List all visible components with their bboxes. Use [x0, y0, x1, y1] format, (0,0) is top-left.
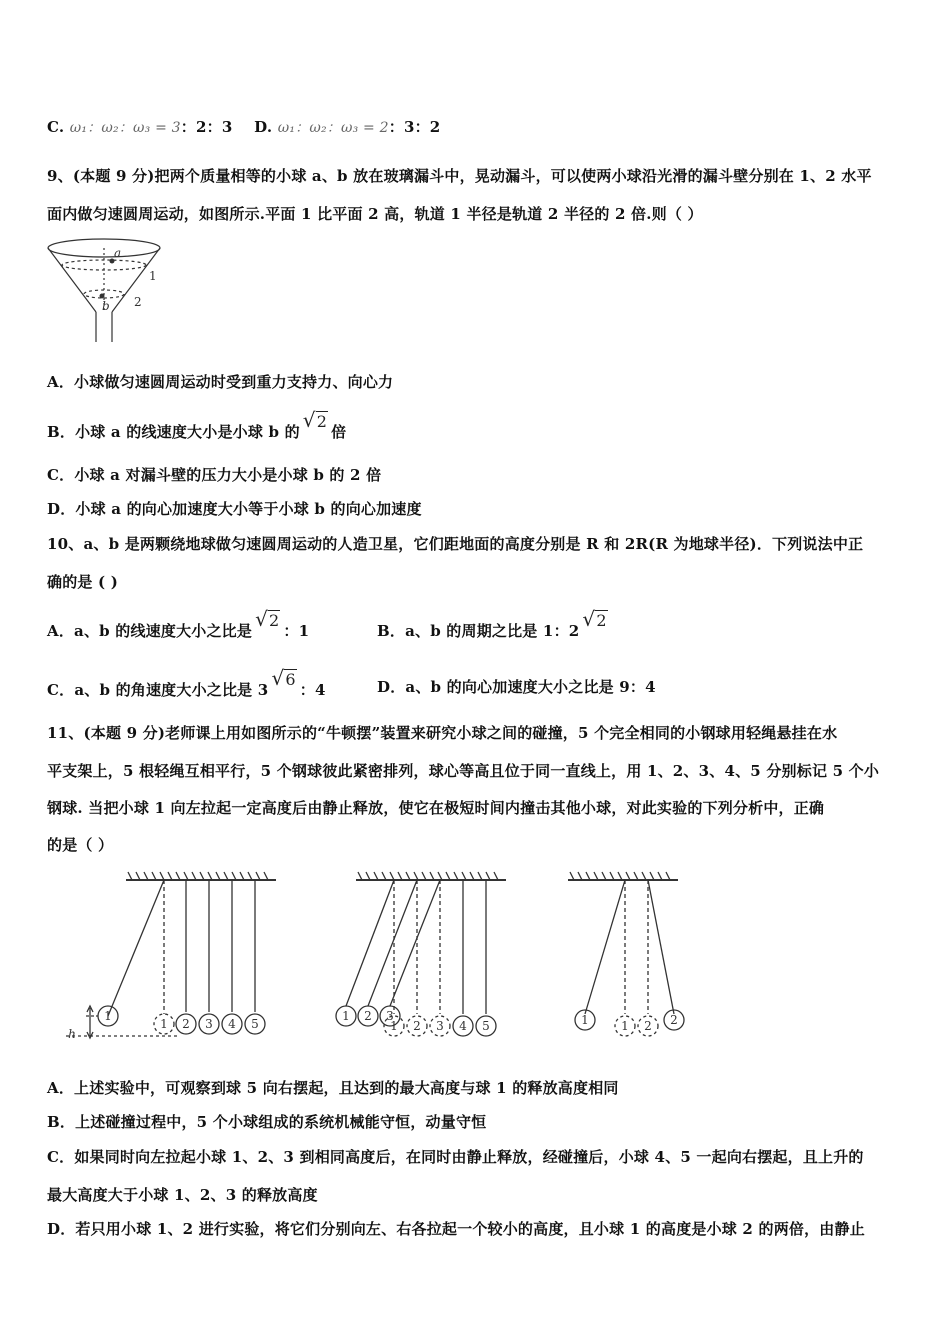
q11-stem-line-4: 的是（ ） — [47, 836, 114, 854]
label-plane-2: 2 — [134, 295, 142, 309]
q8-option-c-ratio-math: ω₁：ω₂：ω₃ = 3 — [69, 120, 181, 136]
q10-option-c — [47, 666, 326, 700]
q10-option-b — [377, 607, 611, 641]
label-b: b — [102, 299, 110, 313]
ball-b — [100, 294, 105, 299]
q8-option-c-label: C. — [47, 118, 65, 136]
panel3-ball-2-label: 2 — [670, 1013, 678, 1027]
q10-option-b-text: B．a、b 的周期之比是 1：2 — [377, 622, 580, 640]
q9-option-c: C．小球 a 对漏斗壁的压力大小是小球 b 的 2 倍 — [47, 466, 382, 484]
panel3-ball-1-ghost-label: 1 — [621, 1019, 629, 1033]
cradle-panel-3 — [568, 872, 684, 1036]
q11-stem-line-1: 11、(本题 9 分)老师课上用如图所示的“牛顿摆”装置来研究小球之间的碰撞，5 个完全相同的小钢球用轻绳悬挂在水 — [47, 724, 838, 742]
q9-option-b-suffix: 倍 — [331, 423, 347, 441]
q8-option-d-ratio-math: ω₁：ω₂：ω₃ = 2 — [277, 120, 389, 136]
q10-stem-line-1: 10、a、b 是两颗绕地球做匀速圆周运动的人造卫星，它们距地面的高度分别是 R 和 2R(R 为地球半径)．下列说法中正 — [47, 535, 864, 553]
q11-option-c-line-1: C．如果同时向左拉起小球 1、2、3 到相同高度后，在同时由静止释放，经碰撞后，小球 4、5 一起向右摆起，且上升的 — [47, 1148, 864, 1166]
panel1-ball-1-ghost-label: 1 — [160, 1017, 168, 1031]
panel3-ball-1-label: 1 — [581, 1013, 589, 1027]
q10-option-a-text: A．a、b 的线速度大小之比是 — [47, 622, 253, 640]
q9-stem-line-1: 9、(本题 9 分)把两个质量相等的小球 a、b 放在玻璃漏斗中，晃动漏斗，可以使两小球沿光滑的漏斗壁分别在 1、2 水平 — [47, 167, 872, 185]
panel1-label-h: h — [68, 1027, 76, 1041]
q11-option-c-line-2: 最大高度大于小球 1、2、3 的释放高度 — [47, 1186, 318, 1204]
q10-option-c-text: C．a、b 的角速度大小之比是 3 — [47, 681, 269, 699]
q10-stem-line-2: 确的是 ( ) — [47, 573, 119, 591]
panel2-ball-3-ghost-label: 3 — [436, 1019, 444, 1033]
q10-option-a-suffix: ：1 — [283, 622, 310, 640]
label-a: a — [114, 246, 122, 260]
q9-stem-line-2: 面内做匀速圆周运动，如图所示.平面 1 比平面 2 高，轨道 1 半径是轨道 2 半径的 2 倍.则（ ） — [47, 205, 703, 223]
q10-option-d: D．a、b 的向心加速度大小之比是 9：4 — [377, 678, 656, 696]
q8-option-d-ratio-rest: ：3：2 — [388, 118, 441, 136]
panel2-ball-2-ghost-label: 2 — [413, 1019, 421, 1033]
sqrt-sign: √2 — [255, 607, 280, 631]
panel1-ball-5-label: 5 — [251, 1017, 259, 1031]
q8-option-d-label: D. — [254, 118, 273, 136]
panel3-ball-2-ghost-label: 2 — [644, 1019, 652, 1033]
q10-option-c-suffix: ：4 — [299, 681, 326, 699]
q11-option-b: B．上述碰撞过程中，5 个小球组成的系统机械能守恒，动量守恒 — [47, 1113, 487, 1131]
panel2-ball-3-label: 3 — [386, 1009, 394, 1023]
q8-options-cd — [47, 116, 440, 137]
q10-option-a — [47, 607, 310, 641]
panel1-ball-1-label: 1 — [104, 1009, 112, 1023]
q9-option-b-text: B．小球 a 的线速度大小是小球 b 的 — [47, 423, 300, 441]
q9-option-d: D．小球 a 的向心加速度大小等于小球 b 的向心加速度 — [47, 500, 422, 518]
panel1-ball-3-label: 3 — [205, 1017, 213, 1031]
panel2-ball-2-label: 2 — [364, 1009, 372, 1023]
newtons-cradle-figure — [58, 868, 708, 1058]
q11-option-d-line-1: D．若只用小球 1、2 进行实验，将它们分别向左、右各拉起一个较小的高度，且小球 1 的高度是小球 2 的两倍，由静止 — [47, 1220, 865, 1238]
sqrt-sign: √2 — [302, 408, 328, 432]
q11-stem-line-2: 平支架上，5 根轻绳互相平行，5 个钢球彼此紧密排列，球心等高且位于同一直线上，用 1、2、3、4、5 分别标记 5 个小 — [47, 762, 880, 780]
panel2-ball-1-ghost-label: 1 — [390, 1019, 398, 1033]
q8-option-c-ratio-rest: ：2：3 — [180, 118, 233, 136]
q11-option-a: A．上述实验中，可观察到球 5 向右摆起，且达到的最大高度与球 1 的释放高度相同 — [47, 1079, 619, 1097]
cradle-panel-1 — [66, 872, 276, 1038]
q11-stem-line-3: 钢球. 当把小球 1 向左拉起一定高度后由静止释放，使它在极短时间内撞击其他小球，对此实验的下列分析中，正确 — [47, 799, 825, 817]
q9-option-a: A．小球做匀速圆周运动时受到重力支持力、向心力 — [47, 373, 394, 391]
panel2-ball-5-label: 5 — [482, 1019, 490, 1033]
cradle-panel-2 — [336, 872, 506, 1036]
label-plane-1: 1 — [149, 269, 157, 283]
panel1-ball-4-label: 4 — [228, 1017, 236, 1031]
funnel-stem — [96, 312, 112, 342]
sqrt-sign: √6 — [271, 666, 296, 690]
panel2-ball-4-label: 4 — [459, 1019, 467, 1033]
sqrt-sign: √2 — [582, 607, 607, 631]
panel1-ball-2-label: 2 — [182, 1017, 190, 1031]
funnel-figure — [44, 234, 169, 346]
q9-option-b — [47, 408, 347, 442]
panel2-ball-1-label: 1 — [342, 1009, 350, 1023]
